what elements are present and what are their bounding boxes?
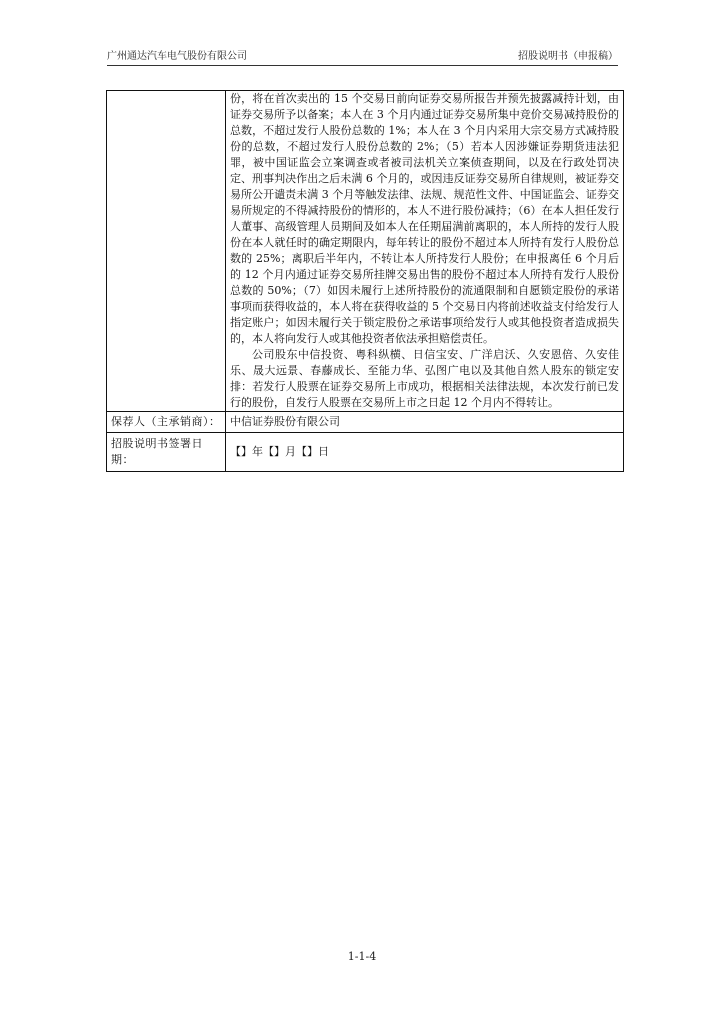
lockup-paragraph-1: 份，将在首次卖出的 15 个交易日前向证券交易所报告并预先披露减持计划，由证券交易所予以备案；本人在 3 个月内通过证券交易所集中竞价交易减持股份的总数，不超过发行人股份总数的 1%；本人在 3 个月内采用大宗交易方式减持股份的总数，不超过发行人股份总数的 2%；（5）若本人因涉嫌证券期货违法犯罪，被中国证监会立案调查或者被司法机关立案侦查期间，以及在行政处罚决定、刑事判决作出之后未满 6 个月的，或因违反证券交易所自律规则，被证券交易所公开谴责未满 3 个月等触发法律、法规、规范性文件、中国证监会、证券交易所规定的不得减持股份的情形的，本人不进行股份减持；（6）在本人担任发行人董事、高级管理人员期间及如本人在任期届满前离职的，本人所持的发行人股份在本人就任时的确定期限内，每年转让的股份不超过本人所持有发行人股份总数的 25%；离职后半年内，不转让本人所持发行人股份；在申报离任 6 个月后的 12 个月内通过证券交易所挂牌交易出售的股份不超过本人所持有发行人股份总数的 50%；（7）如因未履行上述所持股份的流通限制和自愿锁定股份的承诺事项而获得收益的，本人将在获得收益的 5 个交易日内将前述收益支付给发行人指定账户；如因未履行关于锁定股份之承诺事项给发行人或其他投资者造成损失的，本人将向发行人或其他投资者依法承担赔偿责任。: [230, 92, 619, 345]
page-number: 1-1-4: [347, 950, 377, 963]
prospectus-info-table: [106, 90, 624, 472]
table-row-lockup: [107, 91, 624, 412]
table-row-sponsor: [107, 412, 624, 433]
header-company-name: 广州通达汽车电气股份有限公司: [107, 51, 247, 62]
lockup-paragraph-2: 公司股东中信投资、粤科纵横、日信宝安、广洋启沃、久安恩倍、久安佳乐、晟大远景、春藤成长、至能力华、弘图广电以及其他自然人股东的锁定安排：若发行人股票在证券交易所上市成功，根据相关法律法规，本次发行前已发行的股份，自发行人股票在交易所上市之日起 12 个月内不得转让。: [230, 348, 619, 409]
signing-date-value: 【】年【】月【】日: [226, 433, 624, 472]
sponsor-value: 中信证券股份有限公司: [226, 412, 624, 433]
lockup-content-cell: [226, 91, 624, 412]
signing-date-label: 招股说明书签署日期：: [107, 433, 226, 472]
lockup-label-cell: [107, 91, 226, 412]
table-row-signing-date: [107, 433, 624, 472]
page-header: [107, 50, 618, 66]
header-document-title: 招股说明书（申报稿）: [518, 51, 618, 62]
sponsor-label: 保荐人（主承销商）：: [107, 412, 226, 433]
